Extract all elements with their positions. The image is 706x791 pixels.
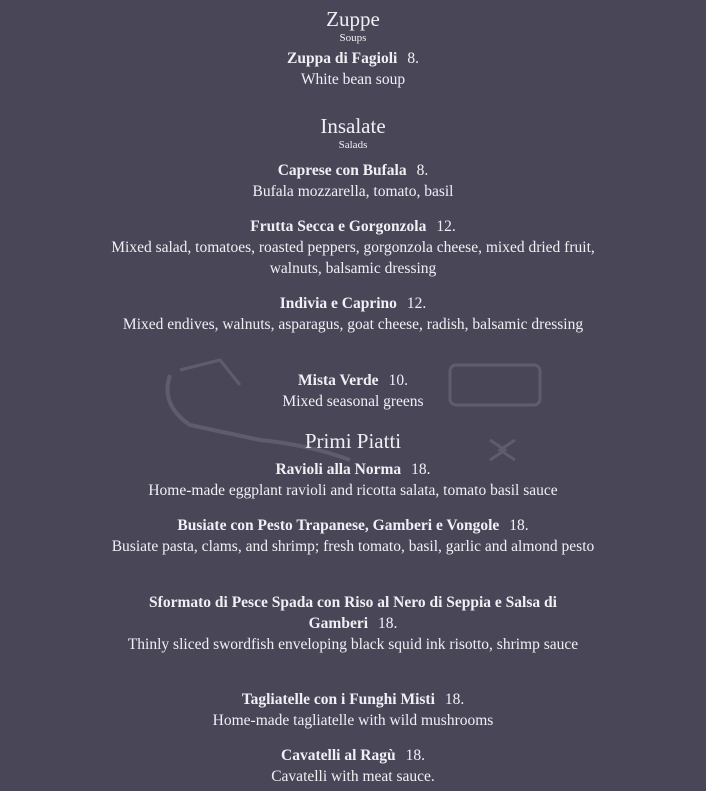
item-description: White bean soup <box>300 71 406 88</box>
section-title: Insalate <box>320 114 386 138</box>
section-title: Primi Piatti <box>304 429 402 453</box>
item-name: Mista Verde <box>298 372 379 389</box>
section-subtitle: Soups <box>339 32 367 44</box>
section-zuppe <box>0 8 706 90</box>
item-price: 12. <box>406 295 427 312</box>
section-subtitle: Salads <box>338 139 368 151</box>
menu-item <box>103 160 603 202</box>
menu-item <box>103 459 603 501</box>
menu-item <box>103 370 603 412</box>
item-name: Indivia e Caprino <box>279 295 397 312</box>
item-description: Busiate pasta, clams, and shrimp; fresh tomato, basil, garlic and almond pesto <box>111 538 595 555</box>
item-price: 18. <box>411 461 431 478</box>
section-primi-piatti <box>0 430 706 452</box>
item-price: 18. <box>509 517 529 534</box>
item-name: Busiate con Pesto Trapanese, Gamberi e Vongole <box>177 517 500 534</box>
item-description: Mixed seasonal greens <box>282 393 424 410</box>
item-name: Tagliatelle con i Funghi Misti <box>241 691 435 708</box>
section-insalate <box>0 115 706 155</box>
item-name: Caprese con Bufala <box>277 162 407 179</box>
menu-item <box>103 592 603 655</box>
item-name: Zuppa di Fagioli <box>287 50 398 67</box>
item-name: Cavatelli al Ragù <box>281 747 396 764</box>
menu-item <box>103 515 603 557</box>
item-price: 18. <box>444 691 465 708</box>
menu-item <box>103 216 603 279</box>
item-name: Ravioli alla Norma <box>275 461 402 478</box>
item-description: Cavatelli with meat sauce. <box>271 768 435 785</box>
menu-item <box>103 293 603 335</box>
menu-item <box>103 745 603 787</box>
item-price: 18. <box>405 747 425 764</box>
item-description: Mixed salad, tomatoes, roasted peppers, gorgonzola cheese, mixed dried fruit, walnuts, balsamic dressing <box>111 239 595 277</box>
item-name: Sformato di Pesce Spada con Riso al Nero di Seppia e Salsa di Gamberi <box>149 594 557 632</box>
item-name: Frutta Secca e Gorgonzola <box>250 218 427 235</box>
section-title: Zuppe <box>326 7 380 31</box>
item-description: Mixed endives, walnuts, asparagus, goat cheese, radish, balsamic dressing <box>122 316 584 333</box>
item-price: 8. <box>407 50 419 67</box>
item-price: 12. <box>436 218 456 235</box>
menu-item <box>103 689 603 731</box>
item-description: Home-made eggplant ravioli and ricotta salata, tomato basil sauce <box>148 482 558 499</box>
item-description: Thinly sliced swordfish enveloping black squid ink risotto, shrimp sauce <box>127 636 579 653</box>
item-description: Home-made tagliatelle with wild mushrooms <box>212 712 494 729</box>
item-price: 18. <box>378 615 398 632</box>
item-price: 10. <box>388 372 408 389</box>
item-price: 8. <box>416 162 429 179</box>
menu-item <box>103 48 603 90</box>
item-description: Bufala mozzarella, tomato, basil <box>252 183 454 200</box>
